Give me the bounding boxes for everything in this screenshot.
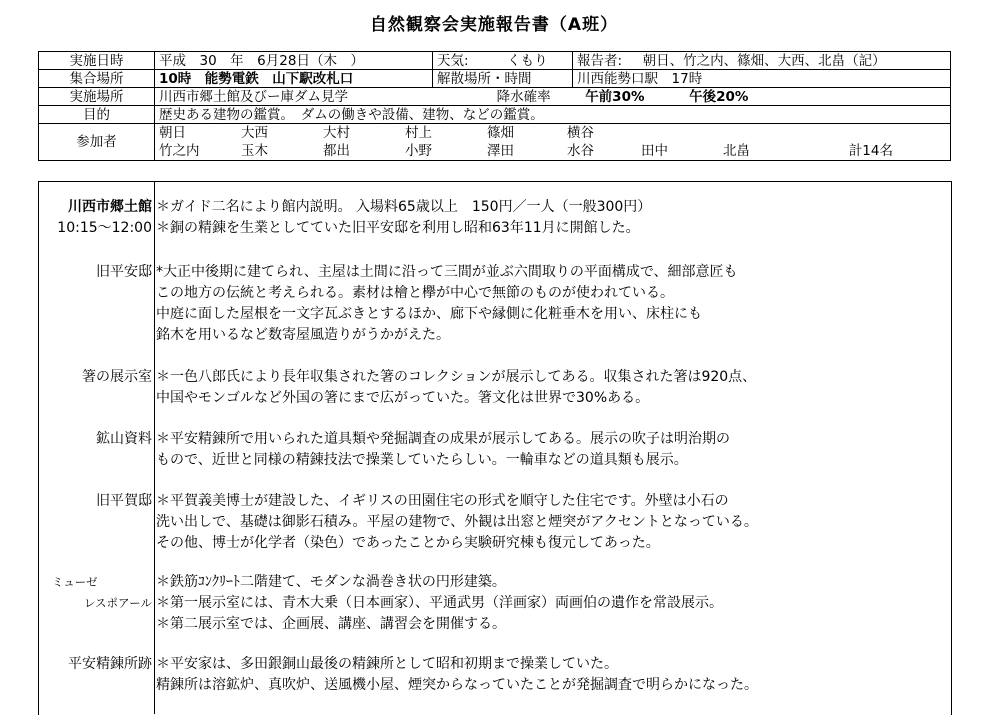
- weather-value: くもり: [507, 52, 548, 69]
- member-name: 水谷: [567, 142, 594, 159]
- date-label: 実施日時: [39, 52, 155, 70]
- member-name: 横谷: [567, 124, 594, 141]
- section-text-line: もので、近世と同様の精錬技法で操業していたらしい。一輪車などの道具類も展示。: [156, 452, 688, 468]
- section-text: [156, 262, 946, 346]
- disperse-value: 川西能勢口駅 17時: [573, 70, 951, 88]
- section-text-line: その他、博士が化学者（染色）であったことから実験研究棟も復元してあった。: [156, 535, 660, 551]
- section-text-line: 洗い出しで、基礎は御影石積み。平屋の建物で、外観は出窓と煙突がアクセントとなっている。: [156, 514, 758, 530]
- section-text-line: ＊鉄筋ｺﾝｸﾘｰﾄ二階建て、モダンな渦巻き状の円形建築。: [156, 574, 506, 590]
- meet-value: 10時 能勢電鉄 山下駅改札口: [155, 70, 433, 88]
- section-text-line: ＊第一展示室には、青木大乗（日本画家）、平通武男（洋画家）両画伯の遺作を常設展示。: [156, 595, 723, 611]
- section-label: [38, 197, 156, 239]
- section-text-line: ＊平安家は、多田銀銅山最後の精錬所として昭和初期まで操業していた。: [156, 656, 618, 672]
- header-row-date: [39, 52, 951, 70]
- section-label-line: 旧平賀邸: [96, 493, 152, 509]
- member-name: 小野: [405, 142, 432, 159]
- section-label-line: ミューゼ: [52, 575, 98, 589]
- section-text-line: 精錬所は溶鉱炉、真吹炉、送風機小屋、煙突からなっていたことが発掘調査で明らかになった。: [156, 677, 758, 693]
- rain-am: 午前30%: [585, 88, 645, 105]
- section-label-line: 10:15～12:00: [57, 220, 152, 236]
- section-text: [156, 367, 946, 409]
- section-text-line: ＊一色八郎氏により長年収集された箸のコレクションが展示してある。収集された箸は920点、: [156, 369, 757, 385]
- place-value: 川西市郷土館及びー庫ダム見学: [159, 88, 348, 105]
- member-name: 澤田: [487, 142, 514, 159]
- member-name: 都出: [323, 142, 350, 159]
- member-name: [723, 125, 823, 142]
- reporter-label: 報告者:: [577, 52, 623, 69]
- member-name: 篠畑: [487, 124, 514, 141]
- report-title: 自然観察会実施報告書（A班）: [369, 15, 619, 35]
- member-name: 玉木: [241, 142, 268, 159]
- section-text-line: この地方の伝統と考えられる。素材は檜と欅が中心で無節のものが使われている。: [156, 285, 674, 301]
- section-label-line: 箸の展示室: [82, 369, 152, 385]
- meet-label: 集合場所: [39, 70, 155, 88]
- report-header-table: [38, 51, 951, 161]
- members-grid: [159, 125, 946, 160]
- member-name: 竹之内: [159, 142, 200, 159]
- section-text-line: ＊平賀義美博士が建設した、イギリスの田園住宅の形式を順守した住宅です。外壁は小石の: [156, 493, 729, 509]
- section-label-line: 鉱山資料: [96, 431, 152, 447]
- rain-label: 降水確率: [496, 88, 551, 105]
- disperse-label: 解散場所・時間: [433, 70, 573, 88]
- member-name: [641, 125, 723, 142]
- section-text-line: ＊平安精錬所で用いられた道具類や発掘調査の成果が展示してある。展示の吹子は明治期の: [156, 431, 730, 447]
- section-text-line: ＊第二展示室では、企画展、講座、講習会を開催する。: [156, 616, 506, 632]
- section-label-line: 川西市郷土館: [68, 199, 152, 215]
- section-text: [156, 654, 946, 696]
- section-label: [38, 654, 156, 675]
- section-label-line: レスポアール: [83, 596, 152, 610]
- member-name: [823, 125, 893, 142]
- section-label-line: 平安精錬所跡: [68, 656, 152, 672]
- member-name: 北畠: [723, 142, 750, 159]
- header-row-meet: [39, 70, 951, 88]
- members-label: 参加者: [39, 124, 155, 161]
- place-label: 実施場所: [39, 88, 155, 106]
- weather-label: 天気:: [437, 52, 469, 69]
- members-cell: [155, 124, 951, 161]
- reporter-names: 朝日、竹之内、篠畑、大西、北畠（記）: [642, 52, 886, 69]
- section-label: [38, 367, 156, 388]
- rain-pm: 午後20%: [689, 88, 749, 105]
- purpose-value: 歴史ある建物の鑑賞。 ダムの働きや設備、建物、などの鑑賞。: [155, 106, 951, 124]
- section-label-line: 旧平安邸: [96, 264, 152, 280]
- member-name: 村上: [405, 124, 432, 141]
- section-text-line: *大正中後期に建てられ、主屋は土間に沿って三間が並ぶ六間取りの平面構成で、細部意匠も: [156, 264, 738, 280]
- section-text: [156, 197, 946, 239]
- date-value: 平成 30 年 6月28日（木 ）: [155, 52, 433, 70]
- member-name: 大村: [323, 124, 350, 141]
- section-label: [38, 491, 156, 512]
- section-text-line: 中庭に面した屋根を一文字瓦ぶきとするほか、廊下や縁側に化粧垂木を用い、床柱にも: [156, 306, 702, 322]
- section-text: [156, 572, 946, 635]
- section-text-line: ＊銅の精錬を生業としてていた旧平安邸を利用し昭和63年11月に開館した。: [156, 220, 640, 236]
- member-name: 朝日: [159, 124, 186, 141]
- header-row-members: [39, 124, 951, 161]
- section-text-line: 中国やモンゴルなど外国の箸にまで広がっていた。箸文化は世界で30%ある。: [156, 390, 650, 406]
- section-text-line: 銘木を用いるなど数寄屋風造りがうかがえた。: [156, 327, 450, 343]
- section-label: [38, 572, 156, 614]
- member-name: 田中: [641, 142, 668, 159]
- section-label: [38, 262, 156, 283]
- member-name: 大西: [241, 124, 268, 141]
- place-cell: [155, 88, 951, 106]
- weather-cell: [433, 52, 573, 70]
- section-label: [38, 429, 156, 450]
- header-row-place: [39, 88, 951, 106]
- reporter-cell: [573, 52, 951, 70]
- purpose-label: 目的: [39, 106, 155, 124]
- member-name: 計14名: [848, 142, 893, 159]
- section-text: [156, 491, 946, 554]
- section-text-line: ＊ガイド二名により館内説明。 入場料65歳以上 150円／一人（一般300円）: [156, 199, 652, 215]
- section-text: [156, 429, 946, 471]
- header-row-purpose: [39, 106, 951, 124]
